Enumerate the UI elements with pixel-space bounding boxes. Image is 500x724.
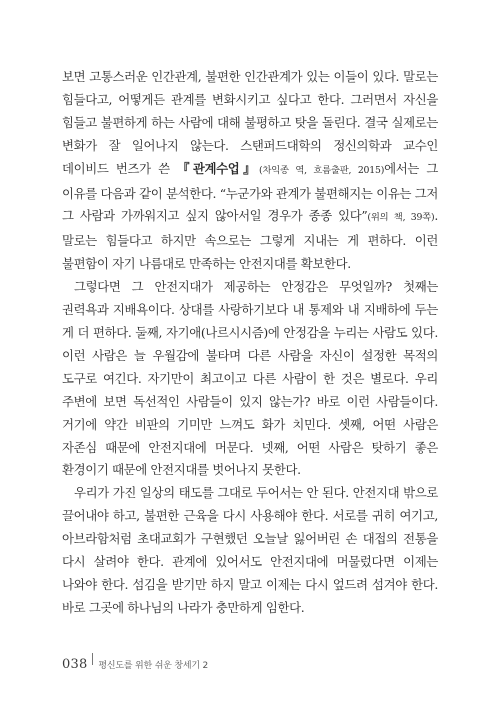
paragraph-text: 에서는 그 이유를 다음과 같이 분석한다. “누군가와 관계가 불편해지는 이유는 그저 그 사람과 가까워지고 싶지 않아서일 경우가 종종 있다” xyxy=(62,160,438,224)
page-number: 038 xyxy=(62,657,88,672)
paragraph-text: 보면 고통스러운 인간관계, 불편한 인간관계가 있는 이들이 있다. 말로는 힘들다고, 어떻게든 관계를 변화시키고 싶다고 한다. 그러면서 자신을 힘들고 불편하게 하는 사람에 대해 불평하고 탓을 돌린다. 결국 실제로는 변화가 잘 일어나지 않는다. 스탠퍼드대학의 정신의학과 교수인 데이비드 번즈가 쓴 xyxy=(62,69,438,176)
paragraph xyxy=(62,482,438,619)
citation-note: (위의 책, 39쪽) xyxy=(367,212,435,224)
footer-divider xyxy=(92,653,93,665)
page-body xyxy=(62,66,438,620)
paragraph xyxy=(62,276,438,482)
running-title: 평신도를 위한 쉬운 창세기 2 xyxy=(98,661,209,671)
citation-note: (차익종 역, 흐름출판, 2015) xyxy=(259,164,385,176)
paragraph xyxy=(62,66,438,276)
paragraph-text: 우리가 가진 일상의 태도를 그대로 두어서는 안 된다. 안전지대 밖으로 끌어내야 하고, 불편한 근육을 다시 사용해야 한다. 서로를 귀히 여기고, 아브라함처럼 초대교회가 구현했던 오늘날 잃어버린 손 대접의 전통을 다시 살려야 한다. 관계에 있어서도 안전지대에 머물렀다면 이제는 나와야 한다. 섬김을 받기만 하지 말고 이제는 다시 엎드려 섬겨야 한다. 바로 그곳에 하나님의 나라가 충만하게 임한다. xyxy=(62,485,438,615)
paragraph-text: 그렇다면 그 안전지대가 제공하는 안정감은 무엇일까? 첫째는 권력욕과 지배욕이다. 상대를 사랑하기보다 내 통제와 내 지배하에 두는 게 더 편하다. 둘째, 자기애(나르시시즘)에 안정감을 누리는 사람도 있다. 이런 사람은 늘 우월감에 불타며 다른 사람을 자신이 설정한 목적의 도구로 여긴다. 자기만이 최고이고 다른 사람이 한 것은 별로다. 우리 주변에 보면 독선적인 사람들이 있지 않는가? 바로 이런 사람들이다. 거기에 약간 비판의 기미만 느껴도 화가 치민다. 셋째, 어떤 사람은 자존심 때문에 안전지대에 머문다. 넷째, 어떤 사람은 탓하기 좋은 환경이기 때문에 안전지대를 벗어나지 못한다. xyxy=(62,279,438,478)
page-footer xyxy=(62,656,208,672)
book-title-reference: 『관계수업』 xyxy=(177,160,260,176)
paragraph-text: . 말로는 힘들다고 하지만 속으로는 그렇게 지내는 게 편하다. 이런 불편함이 자기 나름대로 만족하는 안전지대를 확보한다. xyxy=(62,208,438,272)
